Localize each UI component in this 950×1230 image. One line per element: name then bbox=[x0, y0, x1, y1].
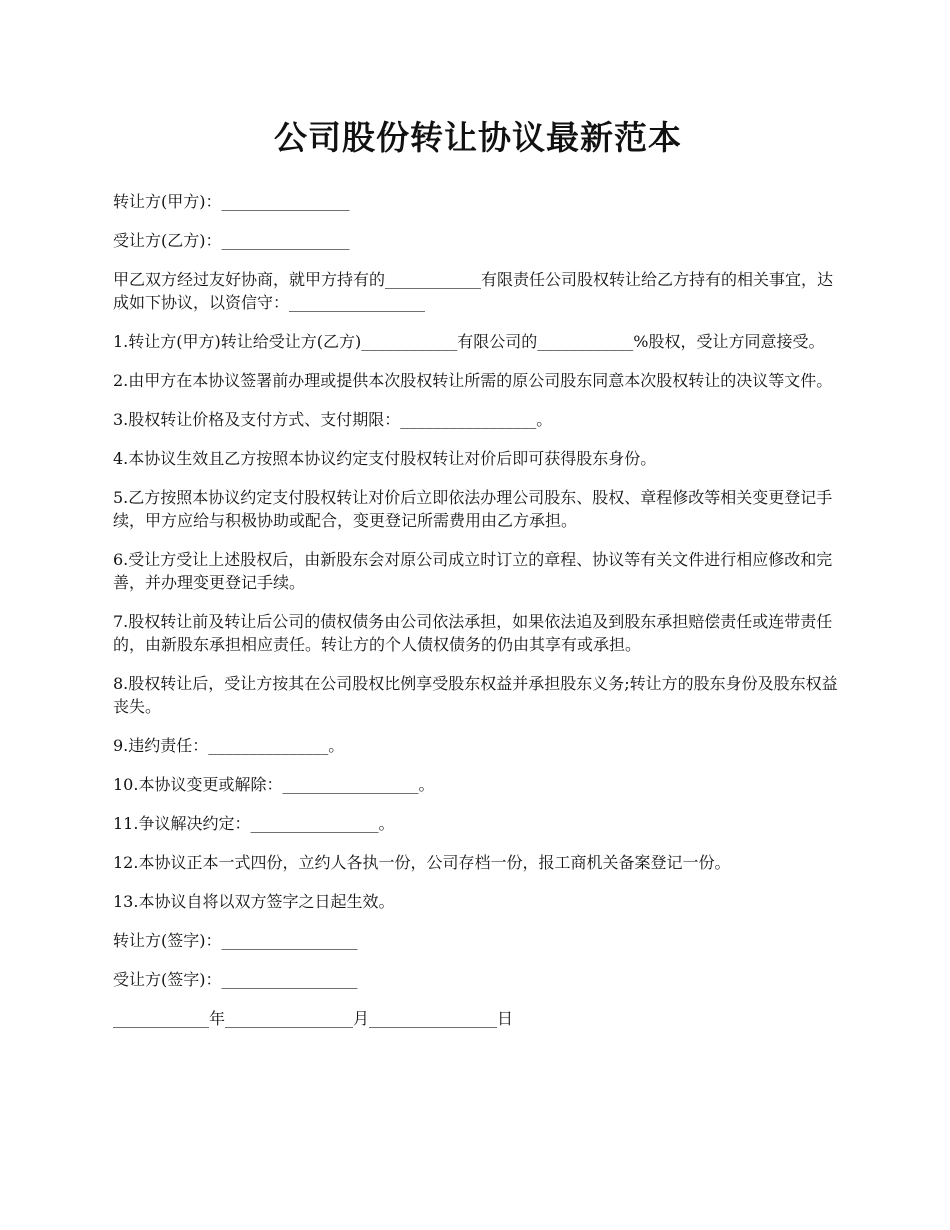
party-b-signature-line: 受让方(签字)：_________________ bbox=[113, 970, 358, 989]
preamble: 甲乙双方经过友好协商，就甲方持有的____________有限责任公司股权转让给乙方持有的相关事宜，达成如下协议，以资信守：_________________ bbox=[113, 270, 834, 312]
date-line: ____________年________________月________________日 bbox=[113, 1009, 514, 1028]
clause-4: 4.本协议生效且乙方按照本协议约定支付股权转让对价后即可获得股东身份。 bbox=[113, 449, 657, 468]
clause-6: 6.受让方受让上述股权后，由新股东会对原公司成立时订立的章程、协议等有关文件进行相应修改和完善，并办理变更登记手续。 bbox=[113, 550, 833, 592]
clause-7: 7.股权转让前及转让后公司的债权债务由公司依法承担，如果依法追及到股东承担赔偿责任或连带责任的，由新股东承担相应责任。转让方的个人债权债务的仍由其享有或承担。 bbox=[113, 612, 833, 654]
clause-1: 1.转让方(甲方)转让给受让方(乙方)____________有限公司的____________%股权，受让方同意接受。 bbox=[113, 332, 825, 351]
clause-5: 5.乙方按照本协议约定支付股权转让对价后立即依法办理公司股东、股权、章程修改等相关变更登记手续，甲方应给与积极协助或配合，变更登记所需费用由乙方承担。 bbox=[113, 488, 833, 530]
document-title: 公司股份转让协议最新范本 bbox=[274, 118, 682, 157]
clause-11: 11.争议解决约定：________________。 bbox=[113, 814, 395, 833]
party-a-signature-line: 转让方(签字)：_________________ bbox=[113, 931, 358, 950]
clause-8: 8.股权转让后，受让方按其在公司股权比例享受股东权益并承担股东义务;转让方的股东身份及股东权益丧失。 bbox=[113, 674, 838, 716]
document-page bbox=[113, 112, 843, 1046]
clause-2: 2.由甲方在本协议签署前办理或提供本次股权转让所需的原公司股东同意本次股权转让的决议等文件。 bbox=[113, 371, 833, 390]
clause-12: 12.本协议正本一式四份，立约人各执一份，公司存档一份，报工商机关备案登记一份。 bbox=[113, 853, 731, 872]
party-b-line: 受让方(乙方)：________________ bbox=[113, 231, 350, 250]
clause-13: 13.本协议自将以双方签字之日起生效。 bbox=[113, 892, 395, 911]
party-a-line: 转让方(甲方)：________________ bbox=[113, 192, 350, 211]
clause-9: 9.违约责任：_______________。 bbox=[113, 736, 345, 755]
clause-3: 3.股权转让价格及支付方式、支付期限：_________________。 bbox=[113, 410, 553, 429]
clause-10: 10.本协议变更或解除：_________________。 bbox=[113, 775, 435, 794]
